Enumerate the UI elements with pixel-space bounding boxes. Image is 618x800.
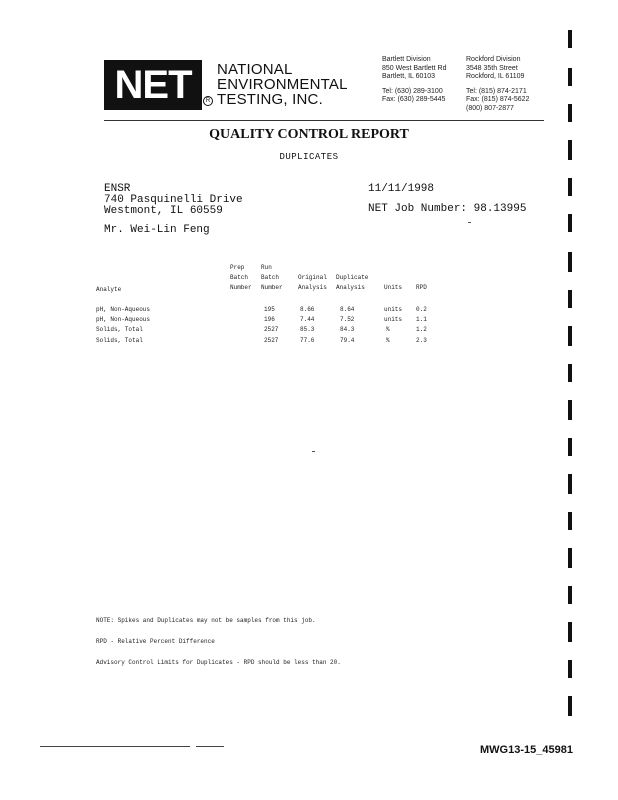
header-original: Original — [298, 274, 327, 281]
binding-mark — [568, 622, 572, 642]
binding-mark — [568, 68, 572, 86]
job-number: NET Job Number: 98.13995 — [368, 203, 527, 215]
scan-speck — [312, 451, 315, 452]
client-name: ENSR — [104, 183, 131, 195]
company-name-line-3: TESTING, INC. — [217, 91, 323, 108]
binding-mark — [568, 548, 572, 568]
row-units: % — [386, 337, 390, 344]
header-duplicate: Duplicate — [336, 274, 369, 281]
binding-mark — [568, 30, 572, 48]
header-duplicate-analysis: Analysis — [336, 284, 365, 291]
binding-mark — [568, 290, 572, 308]
header-run-number: Number — [261, 284, 283, 291]
binding-mark — [568, 696, 572, 716]
binding-mark — [568, 474, 572, 494]
binding-mark — [568, 400, 572, 420]
footer-rule — [40, 746, 190, 747]
binding-mark — [568, 178, 572, 196]
company-name-line-2: ENVIRONMENTAL — [217, 76, 348, 93]
header-run: Run — [261, 264, 272, 271]
header-prep: Prep — [230, 264, 245, 271]
bartlett-line: Bartlett, IL 60103 — [382, 73, 436, 80]
binding-mark — [568, 104, 572, 122]
header-run-batch: Batch — [261, 274, 280, 281]
footer-rule-short — [196, 746, 224, 747]
binding-mark — [568, 586, 572, 604]
bartlett-line: Fax: (630) 289-5445 — [382, 96, 446, 103]
bartlett-line: 850 West Bartlett Rd — [382, 64, 447, 72]
header-units: Units — [384, 284, 403, 291]
note-control-limits: Advisory Control Limits for Duplicates - RPD should be less than 20. — [96, 659, 341, 666]
header-analyte: Analyte — [96, 286, 122, 293]
row-original: 77.6 — [300, 337, 315, 344]
binding-mark — [568, 364, 572, 382]
bartlett-line: Bartlett Division — [382, 56, 431, 63]
header-original-analysis: Analysis — [298, 284, 327, 291]
row-analyte: pH, Non-Aqueous — [96, 306, 151, 313]
row-units: % — [386, 326, 390, 333]
report-date: 11/11/1998 — [368, 183, 435, 195]
row-run-batch: 196 — [264, 316, 275, 323]
rockford-line: Fax: (815) 874-5622 — [466, 96, 530, 103]
client-attention: Mr. Wei-Lin Feng — [104, 224, 210, 236]
logo-text: NET — [114, 63, 192, 107]
row-rpd: 1.1 — [416, 316, 427, 323]
rockford-line: 3548 35th Street — [466, 64, 518, 72]
binding-mark — [568, 252, 572, 272]
row-rpd: 2.3 — [416, 337, 427, 344]
rockford-line: Tel: (815) 874-2171 — [466, 87, 527, 95]
rockford-line: Rockford, IL 61109 — [466, 73, 525, 80]
row-rpd: 1.2 — [416, 326, 427, 333]
row-duplicate: 8.64 — [340, 306, 355, 313]
note-rpd-definition: RPD - Relative Percent Difference — [96, 638, 215, 645]
header-prep-number: Number — [230, 284, 252, 291]
company-name-line-1: NATIONAL — [217, 61, 293, 78]
bartlett-line: Tel: (630) 289-3100 — [382, 87, 443, 95]
row-original: 7.44 — [300, 316, 315, 323]
row-run-batch: 2527 — [264, 326, 279, 333]
client-street: 740 Pasquinelli Drive — [104, 194, 243, 206]
row-original: 8.66 — [300, 306, 315, 313]
binding-mark — [568, 140, 572, 160]
row-duplicate: 84.3 — [340, 326, 355, 333]
scan-speck — [468, 222, 471, 223]
binding-mark — [568, 660, 572, 678]
binding-mark — [568, 512, 572, 530]
rockford-line: (800) 807-2877 — [466, 104, 514, 112]
row-duplicate: 79.4 — [340, 337, 355, 344]
binding-mark — [568, 214, 572, 232]
row-units: units — [384, 316, 403, 323]
binding-mark — [568, 438, 572, 456]
client-city: Westmont, IL 60559 — [104, 205, 223, 217]
row-analyte: pH, Non-Aqueous — [96, 316, 151, 323]
rockford-line: Rockford Division — [466, 56, 521, 63]
registered-mark-icon: R — [203, 96, 213, 106]
row-analyte: Solids, Total — [96, 326, 143, 333]
note-spikes-duplicates: NOTE: Spikes and Duplicates may not be samples from this job. — [96, 617, 316, 624]
row-rpd: 0.2 — [416, 306, 427, 313]
row-run-batch: 195 — [264, 306, 275, 313]
row-analyte: Solids, Total — [96, 337, 143, 344]
header-rpd: RPD — [416, 284, 427, 291]
row-units: units — [384, 306, 403, 313]
row-duplicate: 7.52 — [340, 316, 355, 323]
report-title: QUALITY CONTROL REPORT — [209, 127, 409, 142]
row-run-batch: 2527 — [264, 337, 279, 344]
header-prep-batch: Batch — [230, 274, 249, 281]
row-original: 85.3 — [300, 326, 315, 333]
report-subtitle: DUPLICATES — [279, 152, 339, 162]
document-id: MWG13-15_45981 — [480, 744, 573, 756]
binding-mark — [568, 326, 572, 346]
